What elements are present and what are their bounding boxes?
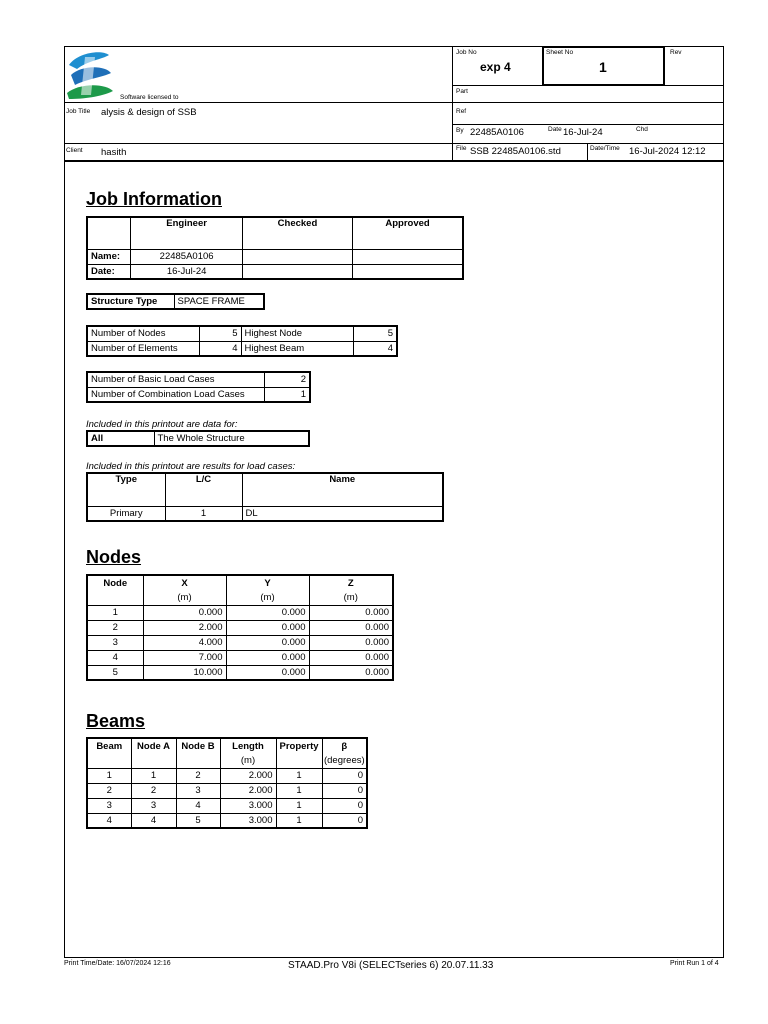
y-unit: (m): [226, 590, 309, 605]
z-col: Z: [309, 575, 393, 590]
table-cell: 4: [87, 813, 131, 828]
elements-count: 4: [199, 341, 241, 356]
date-value: 16-Jul-24: [563, 127, 603, 138]
licensed-to-label: Software licensed to: [120, 94, 179, 101]
table-cell: 1: [87, 768, 131, 783]
table-row: [87, 605, 393, 620]
table-cell: 1: [276, 768, 322, 783]
table-row: [87, 635, 393, 650]
lc-type: Primary: [87, 506, 165, 521]
table-cell: 3: [87, 798, 131, 813]
beam-col: Beam: [87, 738, 131, 753]
table-cell: 4.000: [143, 635, 226, 650]
node-col: Node: [87, 575, 143, 590]
table-cell: 2: [131, 783, 176, 798]
table-cell: 2.000: [220, 783, 276, 798]
beta-unit: (degrees): [322, 753, 367, 768]
load-case-list-table: [86, 472, 444, 522]
job-info-table: [86, 216, 464, 280]
elements-count-label: Number of Elements: [87, 341, 199, 356]
rev-label: Rev: [670, 49, 682, 56]
table-row: [87, 650, 393, 665]
table-cell: 0: [322, 813, 367, 828]
table-cell: 10.000: [143, 665, 226, 680]
structure-type-value: SPACE FRAME: [174, 294, 264, 309]
table-cell: 0.000: [143, 605, 226, 620]
basic-lc-label: Number of Basic Load Cases: [87, 372, 264, 387]
table-row: [87, 506, 443, 521]
table-cell: 0.000: [226, 605, 309, 620]
table-cell: 0: [322, 768, 367, 783]
table-cell: 3.000: [220, 798, 276, 813]
table-cell: 4: [87, 650, 143, 665]
table-cell: 1: [87, 605, 143, 620]
job-information-title: Job Information: [86, 189, 222, 209]
table-cell: 4: [131, 813, 176, 828]
table-cell: 0: [322, 783, 367, 798]
datetime-label: Date/Time: [590, 145, 620, 152]
table-cell: 5: [87, 665, 143, 680]
by-value: 22485A0106: [470, 127, 524, 138]
print-time: Print Time/Date: 16/07/2024 12:16: [64, 960, 171, 967]
table-cell: 7.000: [143, 650, 226, 665]
nodes-count: 5: [199, 326, 241, 341]
table-cell: 2.000: [220, 768, 276, 783]
lc-number-col: L/C: [165, 473, 242, 506]
table-cell: 2: [176, 768, 220, 783]
node-a-col: Node A: [131, 738, 176, 753]
y-col: Y: [226, 575, 309, 590]
lc-name: DL: [242, 506, 443, 521]
client-label: Client: [66, 147, 83, 154]
by-label: By: [456, 127, 464, 134]
name-label: Name:: [87, 249, 131, 264]
table-cell: 0: [322, 798, 367, 813]
x-col: X: [143, 575, 226, 590]
table-cell: 0.000: [226, 620, 309, 635]
table-cell: 2: [87, 620, 143, 635]
nodes-title: Nodes: [86, 547, 142, 567]
date-label: Date: [548, 126, 562, 133]
job-title: alysis & design of SSB: [101, 107, 197, 118]
nodes-rows: [87, 605, 393, 680]
all-label: All: [87, 431, 154, 446]
file-label: File: [456, 145, 467, 152]
checked-col: Checked: [242, 217, 352, 249]
table-row: [87, 813, 367, 828]
engineer-col: Engineer: [131, 217, 242, 249]
table-cell: 0.000: [309, 635, 393, 650]
table-cell: 0.000: [309, 620, 393, 635]
x-unit: (m): [143, 590, 226, 605]
all-desc: The Whole Structure: [154, 431, 309, 446]
table-cell: 4: [176, 798, 220, 813]
load-cases-table: [86, 371, 311, 403]
comb-lc: 1: [264, 387, 310, 402]
table-cell: 1: [276, 798, 322, 813]
datetime-value: 16-Jul-2024 12:12: [629, 146, 706, 157]
part-label: Part: [456, 88, 468, 95]
highest-node: 5: [353, 326, 397, 341]
table-cell: 1: [276, 813, 322, 828]
highest-beam: 4: [353, 341, 397, 356]
table-cell: 0.000: [226, 650, 309, 665]
table-cell: 0.000: [226, 665, 309, 680]
beams-rows: [87, 768, 367, 828]
bentley-logo: [65, 47, 117, 101]
ref-label: Ref: [456, 108, 467, 115]
included-results-note: Included in this printout are results for load cases:: [86, 461, 296, 472]
beams-table: [86, 737, 368, 829]
chd-label: Chd: [636, 126, 648, 133]
structure-type-label: Structure Type: [87, 294, 174, 309]
highest-beam-label: Highest Beam: [241, 341, 353, 356]
engineer-date: 16-Jul-24: [131, 264, 242, 279]
table-cell: 0.000: [309, 605, 393, 620]
included-data-table: [86, 430, 310, 447]
job-no-label: Job No: [456, 49, 477, 56]
job-no: exp 4: [480, 60, 511, 74]
lc-name-col: Name: [242, 473, 443, 506]
table-cell: 2.000: [143, 620, 226, 635]
sheet-no: 1: [599, 59, 607, 75]
lc-number: 1: [165, 506, 242, 521]
length-col: Length: [220, 738, 276, 753]
table-row: [87, 620, 393, 635]
engineer-name: 22485A0106: [131, 249, 242, 264]
program-version: STAAD.Pro V8i (SELECTseries 6) 20.07.11.33: [288, 960, 494, 971]
table-row: [87, 783, 367, 798]
table-cell: 5: [176, 813, 220, 828]
structure-type-table: [86, 293, 265, 310]
node-b-col: Node B: [176, 738, 220, 753]
table-cell: 0.000: [309, 650, 393, 665]
property-col: Property: [276, 738, 322, 753]
table-row: [87, 665, 393, 680]
z-unit: (m): [309, 590, 393, 605]
table-cell: 3.000: [220, 813, 276, 828]
highest-node-label: Highest Node: [241, 326, 353, 341]
nodes-table: [86, 574, 394, 681]
table-cell: 3: [176, 783, 220, 798]
table-cell: 0.000: [309, 665, 393, 680]
basic-lc: 2: [264, 372, 310, 387]
table-row: [87, 768, 367, 783]
table-cell: 3: [87, 635, 143, 650]
table-cell: 3: [131, 798, 176, 813]
counts-table: [86, 325, 398, 357]
approved-col: Approved: [353, 217, 463, 249]
job-title-label: Job Title: [66, 108, 91, 115]
beams-title: Beams: [86, 711, 146, 731]
title-block: [64, 46, 724, 163]
table-cell: 0.000: [226, 635, 309, 650]
length-unit: (m): [220, 753, 276, 768]
nodes-count-label: Number of Nodes: [87, 326, 199, 341]
client-value: hasith: [101, 147, 127, 158]
comb-lc-label: Number of Combination Load Cases: [87, 387, 264, 402]
table-cell: 1: [131, 768, 176, 783]
table-row: [87, 798, 367, 813]
beta-col: β: [322, 738, 367, 753]
table-cell: 1: [276, 783, 322, 798]
table-cell: 2: [87, 783, 131, 798]
lc-type-col: Type: [87, 473, 165, 506]
print-run: Print Run 1 of 4: [670, 960, 719, 967]
file-value: SSB 22485A0106.std: [470, 146, 561, 157]
date-label: Date:: [87, 264, 131, 279]
included-data-note: Included in this printout are data for:: [86, 419, 238, 430]
sheet-no-label: Sheet No: [546, 49, 574, 56]
